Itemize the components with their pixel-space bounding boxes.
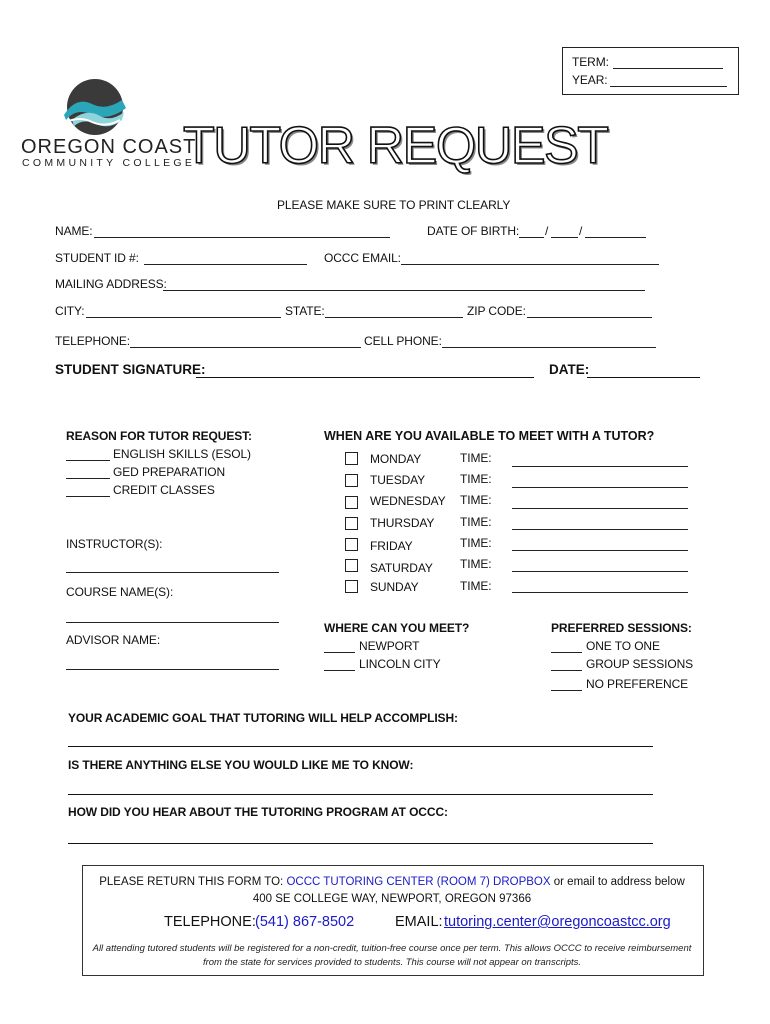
course-name-field[interactable] [66, 622, 279, 623]
dob-day-field[interactable] [551, 237, 578, 238]
wave-circle-logo-icon [62, 78, 130, 136]
zip-field[interactable] [527, 317, 652, 318]
state-label: STATE: [285, 304, 325, 318]
signature-date-field[interactable] [587, 377, 700, 378]
return-note-line-1: All attending tutored students will be registered for a non-credit, tuition-free course once per term. This allows OCCC to receive reimbursement [92, 943, 692, 954]
checkbox-saturday[interactable] [345, 559, 358, 572]
year-label: YEAR: [572, 73, 608, 87]
email-label: OCCC EMAIL: [324, 251, 401, 265]
answer-academic-goal[interactable] [68, 746, 653, 747]
cell-phone-label: CELL PHONE: [364, 334, 442, 348]
mailing-address-field[interactable] [163, 290, 645, 291]
zip-label: ZIP CODE: [467, 304, 526, 318]
state-field[interactable] [325, 317, 463, 318]
day-label: TUESDAY [370, 473, 426, 487]
reason-heading: REASON FOR TUTOR REQUEST: [66, 429, 252, 443]
day-label: SUNDAY [370, 580, 419, 594]
location-blank-lincoln-city[interactable] [324, 670, 355, 671]
student-id-field[interactable] [144, 264, 307, 265]
advisor-name-label: ADVISOR NAME: [66, 633, 161, 647]
signature-field[interactable] [196, 377, 534, 378]
location-option: NEWPORT [359, 639, 420, 653]
session-option: GROUP SESSIONS [586, 657, 694, 671]
reason-option: ENGLISH SKILLS (ESOL) [113, 447, 251, 461]
signature-date-label: DATE: [549, 362, 590, 377]
return-note-line-2: from the state for services provided to students. This course will not appear on transcripts. [202, 957, 582, 968]
return-suffix: or email to address below [553, 876, 685, 888]
time-field-saturday[interactable] [512, 571, 688, 572]
student-id-label: STUDENT ID #: [55, 251, 139, 265]
day-label: SATURDAY [370, 561, 433, 575]
reason-blank[interactable] [66, 460, 110, 461]
sessions-heading: PREFERRED SESSIONS: [551, 621, 692, 635]
question-academic-goal: YOUR ACADEMIC GOAL THAT TUTORING WILL HELP ACCOMPLISH: [68, 711, 458, 725]
reason-option: CREDIT CLASSES [113, 483, 215, 497]
question-how-heard: HOW DID YOU HEAR ABOUT THE TUTORING PROGRAM AT OCCC: [68, 805, 448, 819]
dob-month-field[interactable] [519, 237, 544, 238]
return-prefix: PLEASE RETURN THIS FORM TO: [99, 876, 284, 888]
time-field-wednesday[interactable] [512, 508, 688, 509]
telephone-label: TELEPHONE: [55, 334, 131, 348]
checkbox-wednesday[interactable] [345, 496, 358, 509]
time-label: TIME: [460, 557, 492, 571]
day-label: MONDAY [370, 452, 422, 466]
time-field-thursday[interactable] [512, 529, 688, 530]
time-field-sunday[interactable] [512, 592, 688, 593]
instruction: PLEASE MAKE SURE TO PRINT CLEARLY [277, 198, 511, 212]
session-option: ONE TO ONE [586, 639, 660, 653]
time-label: TIME: [460, 515, 492, 529]
time-label: TIME: [460, 493, 492, 507]
return-address: 400 SE COLLEGE WAY, NEWPORT, OREGON 97366 [252, 893, 532, 905]
reason-option: GED PREPARATION [113, 465, 226, 479]
question-anything-else: IS THERE ANYTHING ELSE YOU WOULD LIKE ME TO KNOW: [68, 758, 414, 772]
dob-year-field[interactable] [585, 237, 646, 238]
session-blank[interactable] [551, 690, 582, 691]
page-title: TUTOR REQUEST [183, 117, 608, 175]
time-label: TIME: [460, 536, 492, 550]
return-line [82, 876, 702, 888]
day-label: WEDNESDAY [370, 494, 446, 508]
course-name-label: COURSE NAME(S): [66, 585, 174, 599]
time-label: TIME: [460, 451, 492, 465]
availability-heading: WHEN ARE YOU AVAILABLE TO MEET WITH A TUTOR? [324, 429, 655, 443]
answer-how-heard[interactable] [68, 843, 653, 844]
session-blank[interactable] [551, 670, 582, 671]
time-label: TIME: [460, 472, 492, 486]
city-label: CITY: [55, 304, 85, 318]
phone-label: TELEPHONE: [164, 914, 256, 930]
dob-separator: / [579, 224, 583, 238]
location-heading: WHERE CAN YOU MEET? [324, 621, 470, 635]
instructors-label: INSTRUCTOR(S): [66, 537, 163, 551]
time-field-monday[interactable] [512, 466, 688, 467]
logo-name: OREGON COAST [21, 136, 197, 158]
city-field[interactable] [86, 317, 281, 318]
day-label: THURSDAY [370, 516, 435, 530]
checkbox-friday[interactable] [345, 538, 358, 551]
phone-number[interactable]: (541) 867-8502 [255, 914, 355, 930]
time-field-friday[interactable] [512, 550, 688, 551]
name-label: NAME: [55, 224, 93, 238]
instructors-field[interactable] [66, 572, 279, 573]
answer-anything-else[interactable] [68, 794, 653, 795]
year-field[interactable] [610, 86, 727, 87]
session-blank[interactable] [551, 652, 582, 653]
telephone-field[interactable] [130, 347, 361, 348]
email-contact-label: EMAIL: [395, 914, 443, 930]
advisor-name-field[interactable] [66, 669, 279, 670]
checkbox-thursday[interactable] [345, 517, 358, 530]
checkbox-tuesday[interactable] [345, 474, 358, 487]
logo-subtitle: COMMUNITY COLLEGE [22, 157, 196, 169]
email-field[interactable] [401, 264, 659, 265]
term-label: TERM: [572, 55, 609, 69]
day-label: FRIDAY [370, 539, 413, 553]
location-blank-newport[interactable] [324, 652, 355, 653]
return-destination: OCCC TUTORING CENTER (ROOM 7) DROPBOX [286, 876, 551, 888]
name-field[interactable] [94, 237, 390, 238]
checkbox-monday[interactable] [345, 452, 358, 465]
email-link[interactable]: tutoring.center@oregoncoastcc.org [444, 914, 671, 930]
cell-phone-field[interactable] [442, 347, 656, 348]
term-field[interactable] [613, 68, 723, 69]
reason-blank[interactable] [66, 496, 110, 497]
time-field-tuesday[interactable] [512, 487, 688, 488]
session-option: NO PREFERENCE [586, 677, 689, 691]
mailing-address-label: MAILING ADDRESS: [55, 277, 167, 291]
checkbox-sunday[interactable] [345, 580, 358, 593]
location-option: LINCOLN CITY [359, 657, 441, 671]
time-label: TIME: [460, 579, 492, 593]
dob-separator: / [545, 224, 549, 238]
signature-label: STUDENT SIGNATURE: [55, 362, 206, 377]
dob-label: DATE OF BIRTH: [427, 224, 520, 238]
reason-blank[interactable] [66, 478, 110, 479]
